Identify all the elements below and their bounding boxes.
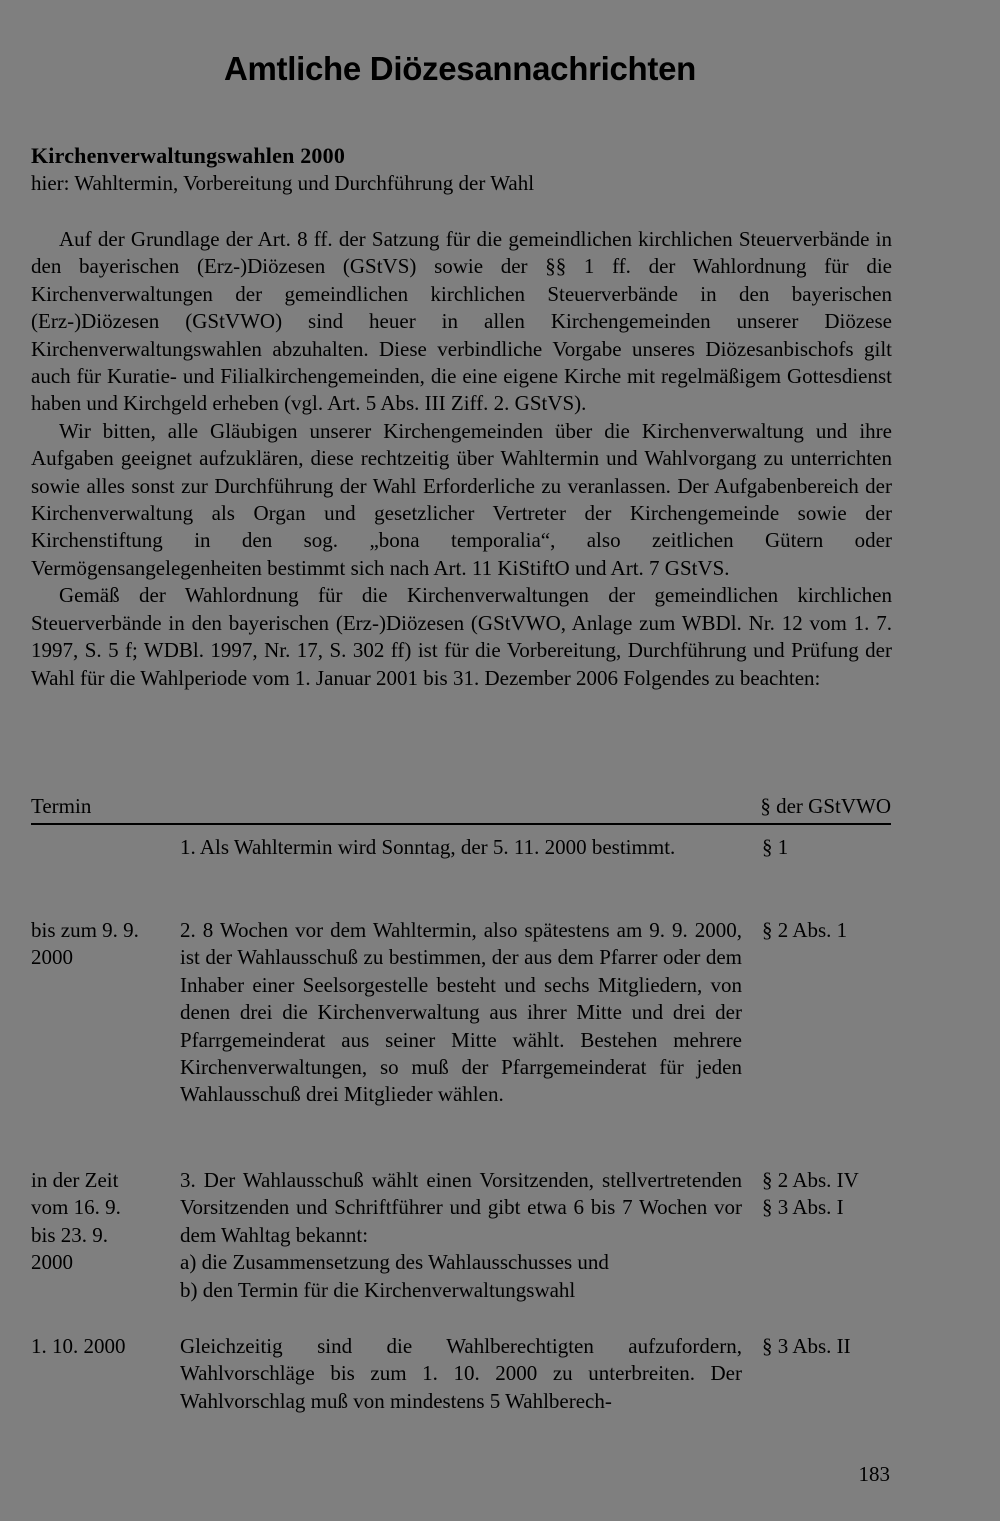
schedule-reference: § 3 Abs. II <box>762 1334 851 1358</box>
paragraph: Gemäß der Wahlordnung für die Kirchenverwaltungen der gemeindlichen kirchlichen Steuerverbände in den bayerischen (Erz-)Diözesen (GStVWO, Anlage zum WBDl. Nr. 12 vom 1. 7. 1997, S. 5 f; WDBl. 1997, Nr. 17, S. 302 ff) ist für die Vorbereitung, Durchführung und Prüfung der Wahl für die Wahlperiode vom 1. Januar 2001 bis 31. Dezember 2006 Folgendes zu beachten: <box>31 583 892 690</box>
document-subtitle: hier: Wahltermin, Vorbereitung und Durchführung der Wahl <box>31 171 535 195</box>
schedule-text: 1. Als Wahltermin wird Sonntag, der 5. 11. 2000 bestimmt. <box>180 835 676 859</box>
paragraph: Wir bitten, alle Gläubigen unserer Kirchengemeinden über die Kirchenverwaltung und ihre Aufgaben geeignet aufzuklären, diese rechtzeitig über Wahltermin und Wahlvorgang zu unterrichten sowie alles sonst zur Durchführung der Wahl Erforderliche zu veranlassen. Der Aufgabenbereich der Kirchenverwaltung als Organ und gesetzlicher Vertreter der Kirchengemeinde sowie der Kirchenstiftung in den sog. „bona temporalia“, also zeitlichen Gütern oder Vermögensangelegenheiten bestimmt sich nach Art. 11 KiStiftO und Art. 7 GStVS. <box>31 418 892 580</box>
schedule-date: bis zum 9. 9. 2000 <box>31 918 139 970</box>
page-number: 183 <box>858 1462 890 1486</box>
document-title: Kirchenverwaltungswahlen 2000 <box>31 143 346 168</box>
paragraph: Auf der Grundlage der Art. 8 ff. der Satzung für die gemeindlichen kirchlichen Steuerverbände in den bayerischen (Erz-)Diözesen (GStVS) sowie der §§ 1 ff. der Wahlordnung für die Kirchenverwaltungen der gemeindlichen kirchlichen Steuerverbände in den bayerischen (Erz-)Diözesen (GStVWO) sind heuer in allen Kirchengemeinden unserer Diözese Kirchenverwaltungswahlen abzuhalten. Diese verbindliche Vorgabe unseres Diözesanbischofs gilt auch für Kuratie- und Filialkirchengemeinden, die eine eigene Kirche mit regelmäßigem Gottesdienst haben und Kirchgeld erheben (vgl. Art. 5 Abs. III Ziff. 2. GStVS). <box>31 227 892 416</box>
schedule-reference-block <box>762 1167 892 1222</box>
schedule-reference: § 1 <box>762 835 789 859</box>
schedule-text: Gleichzeitig sind die Wahlberechtigten aufzufordern, Wahlvorschläge bis zum 1. 10. 2000 zu unterbreiten. Der Wahlvorschlag muß von mindestens 5 Wahlberech- <box>180 1334 742 1413</box>
page-header-title: Amtliche Diözesannachrichten <box>223 50 697 87</box>
schedule-text: 2. 8 Wochen vor dem Wahltermin, also spätestens am 9. 9. 2000, ist der Wahlausschuß zu bestimmen, der aus dem Pfarrer oder dem Inhaber einer Seelsorgestelle besteht und sechs Mitgliedern, von denen drei die Kirchenverwaltung aus ihrer Mitte und drei der Pfarrgemeinderat aus seiner Mitte wählt. Bestehen mehrere Kirchenverwaltungen, so muß der Pfarrgemeinderat für jeden Wahlausschuß drei Mitglieder wählen. <box>180 918 742 1107</box>
schedule-reference: § 3 Abs. I <box>762 1195 844 1220</box>
paragraph-column-header: § der GStVWO <box>760 794 891 818</box>
schedule-reference: § 2 Abs. 1 <box>762 918 848 942</box>
schedule-text: 3. Der Wahlausschuß wählt einen Vorsitzenden, stellvertretenden Vorsitzenden und Schriftführer und gibt etwa 6 bis 7 Wochen vor dem Wahltag bekannt: <box>180 1168 742 1247</box>
schedule-text-block <box>180 1167 742 1304</box>
schedule-date: in der Zeit vom 16. 9. bis 23. 9. 2000 <box>31 1168 121 1275</box>
schedule-date: 1. 10. 2000 <box>31 1334 126 1358</box>
termin-column-header: Termin <box>31 794 92 818</box>
schedule-reference: § 2 Abs. IV <box>762 1168 859 1192</box>
schedule-text-item-a: a) die Zusammensetzung des Wahlausschusses und <box>180 1250 609 1275</box>
body-text <box>31 226 892 692</box>
schedule-header <box>31 794 891 825</box>
schedule-text-item-b: b) den Termin für die Kirchenverwaltungswahl <box>180 1277 576 1302</box>
